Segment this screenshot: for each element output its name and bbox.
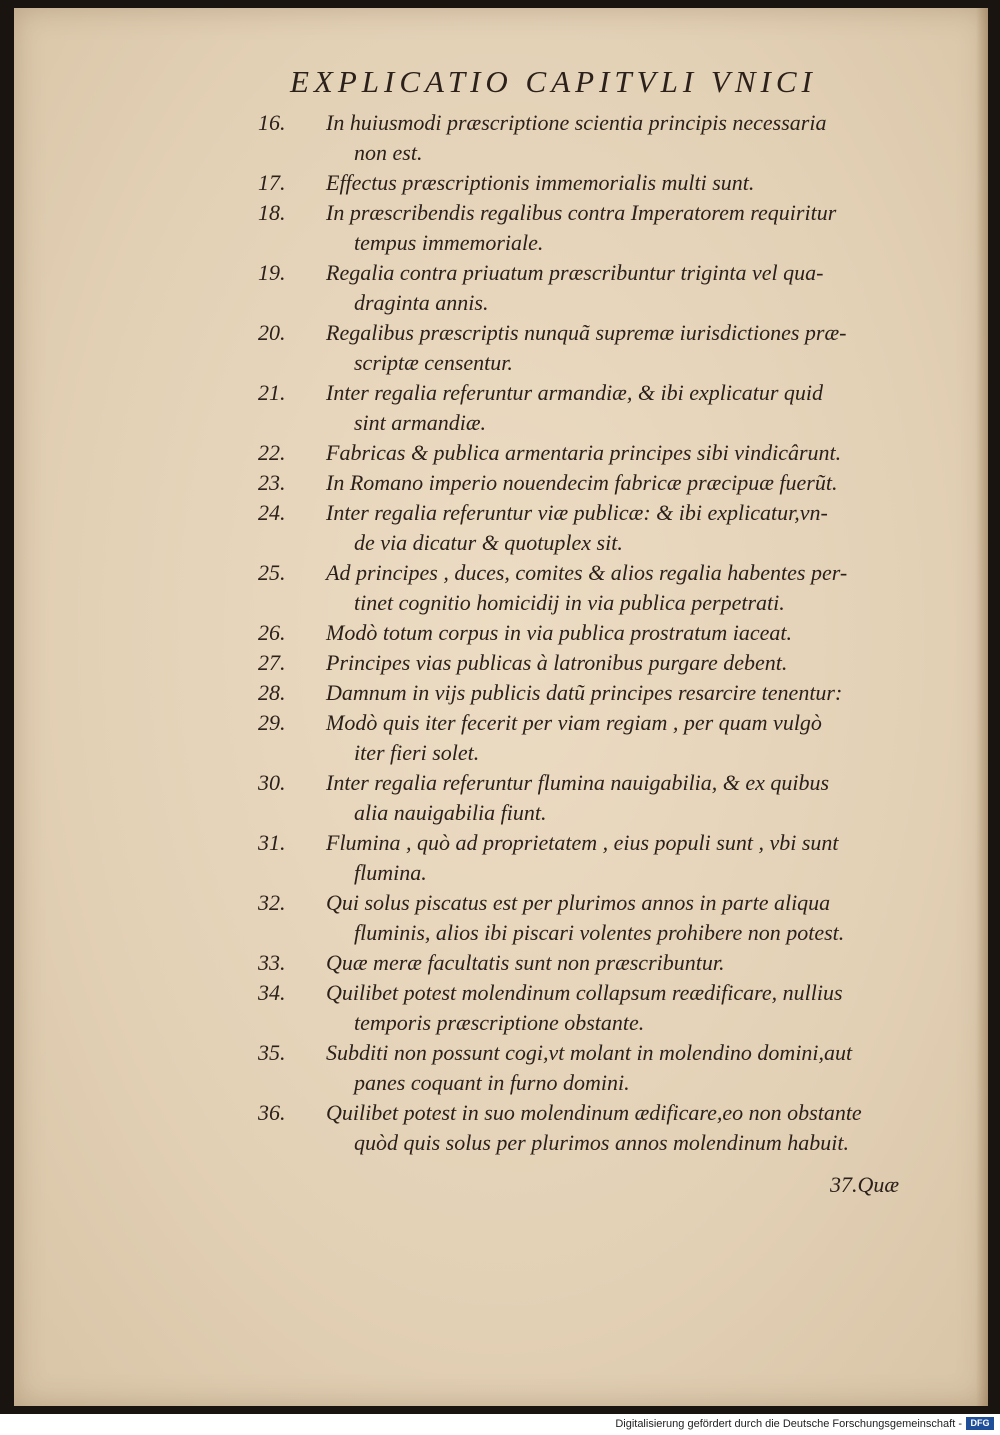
entry-line: Flumina , quò ad proprietatem , eius populi sunt , vbi sunt [326,830,839,855]
entry-text [326,558,916,618]
summary-entry [258,618,938,648]
entry-line: In Romano imperio nouendecim fabricæ præcipuæ fuerũt. [326,470,838,495]
entry-line: Quilibet potest in suo molendinum ædificare,eo non obstante [326,1100,862,1125]
entry-line: Inter regalia referuntur flumina nauigabilia, & ex quibus [326,770,830,795]
entry-number: 31. [258,830,286,855]
entry-line: In præscribendis regalibus contra Imperatorem requiritur [326,200,837,225]
entry-number: 35. [258,1040,286,1065]
entry-line: Ad principes , duces, comites & alios regalia habentes per- [326,560,848,585]
summary-entry [258,768,938,828]
entry-line: panes coquant in furno domini. [354,1070,630,1095]
entry-line: scriptæ censentur. [354,350,513,375]
entry-line: Qui solus piscatus est per plurimos annos in parte aliqua [326,890,831,915]
entry-line: Principes vias publicas à latronibus purgare debent. [326,650,788,675]
entry-line: Subditi non possunt cogi,vt molant in molendino domini,aut [326,1040,853,1065]
entry-text [326,1038,916,1098]
entry-number: 21. [258,380,286,405]
entry-text [326,978,916,1038]
entry-line: temporis præscriptione obstante. [354,1010,645,1035]
summary-entry [258,258,938,318]
summary-entry [258,888,938,948]
dfg-logo: DFG [966,1417,994,1430]
digitization-footer [0,1414,1000,1435]
entry-text [326,498,916,558]
summary-entry [258,1038,938,1098]
entry-number: 17. [258,170,286,195]
entry-line: Quæ meræ facultatis sunt non præscribuntur. [326,950,725,975]
entry-number: 26. [258,620,286,645]
entry-number: 16. [258,110,286,135]
entry-line: Effectus præscriptionis immemorialis multi sunt. [326,170,755,195]
entry-text [326,318,916,378]
entry-text [326,708,916,768]
entry-line: sint armandiæ. [354,410,487,435]
entry-line: non est. [354,140,423,165]
entry-text [326,198,916,258]
entry-text [326,618,916,648]
entry-number: 34. [258,980,286,1005]
summary-entry [258,468,938,498]
entry-number: 29. [258,710,286,735]
entry-line: Regalia contra priuatum præscribuntur triginta vel qua- [326,260,824,285]
entry-line: Modò totum corpus in via publica prostratum iaceat. [326,620,793,645]
entry-line: alia nauigabilia fiunt. [354,800,547,825]
entry-line: flumina. [354,860,427,885]
entry-line: tempus immemoriale. [354,230,544,255]
entry-line: iter fieri solet. [354,740,480,765]
summary-entry [258,378,938,438]
entry-text [326,678,916,708]
entry-line: draginta annis. [354,290,489,315]
page-edge-shadow [976,8,988,1406]
entry-line: Inter regalia referuntur viæ publicæ: & ibi explicatur,vn- [326,500,828,525]
summary-entry [258,978,938,1038]
summary-entry [258,168,938,198]
entry-text [326,438,916,468]
entry-text [326,258,916,318]
summary-list [258,108,938,1158]
summary-entry [258,708,938,768]
entry-text [326,1098,916,1158]
entry-line: fluminis, alios ibi piscari volentes prohibere non potest. [354,920,845,945]
summary-entry [258,438,938,468]
entry-text [326,378,916,438]
entry-line: In huiusmodi præscriptione scientia principis necessaria [326,110,827,135]
funding-credit: Digitalisierung gefördert durch die Deutsche Forschungsgemeinschaft - [615,1418,962,1430]
entry-text [326,948,916,978]
entry-line: Damnum in vijs publicis datũ principes resarcire tenentur: [326,680,843,705]
entry-line: Quilibet potest molendinum collapsum reædificare, nullius [326,980,843,1005]
entry-text [326,648,916,678]
summary-entry [258,948,938,978]
catchword: 37.Quæ [830,1172,900,1197]
entry-number: 22. [258,440,286,465]
entry-text [326,888,916,948]
entry-number: 28. [258,680,286,705]
entry-number: 18. [258,200,286,225]
running-head: EXPLICATIO CAPITVLI VNICI [290,64,817,99]
summary-entry [258,558,938,618]
entry-line: Inter regalia referuntur armandiæ, & ibi explicatur quid [326,380,823,405]
summary-entry [258,648,938,678]
entry-number: 27. [258,650,286,675]
entry-line: Regalibus præscriptis nunquã supremæ iurisdictiones præ- [326,320,847,345]
entry-text [326,168,916,198]
entry-text [326,108,916,168]
entry-text [326,828,916,888]
entry-number: 33. [258,950,286,975]
entry-number: 36. [258,1100,286,1125]
summary-entry [258,678,938,708]
entry-number: 24. [258,500,286,525]
summary-entry [258,108,938,168]
entry-line: de via dicatur & quotuplex sit. [354,530,623,555]
entry-text [326,768,916,828]
entry-number: 19. [258,260,286,285]
entry-line: Fabricas & publica armentaria principes sibi vindicârunt. [326,440,842,465]
entry-number: 23. [258,470,286,495]
entry-line: quòd quis solus per plurimos annos molendinum habuit. [354,1130,850,1155]
summary-entry [258,1098,938,1158]
summary-entry [258,318,938,378]
entry-number: 20. [258,320,286,345]
summary-entry [258,498,938,558]
entry-number: 30. [258,770,286,795]
summary-entry [258,828,938,888]
summary-entry [258,198,938,258]
entry-line: Modò quis iter fecerit per viam regiam , per quam vulgò [326,710,822,735]
entry-text [326,468,916,498]
entry-number: 25. [258,560,286,585]
entry-number: 32. [258,890,286,915]
entry-line: tinet cognitio homicidij in via publica perpetrati. [354,590,785,615]
